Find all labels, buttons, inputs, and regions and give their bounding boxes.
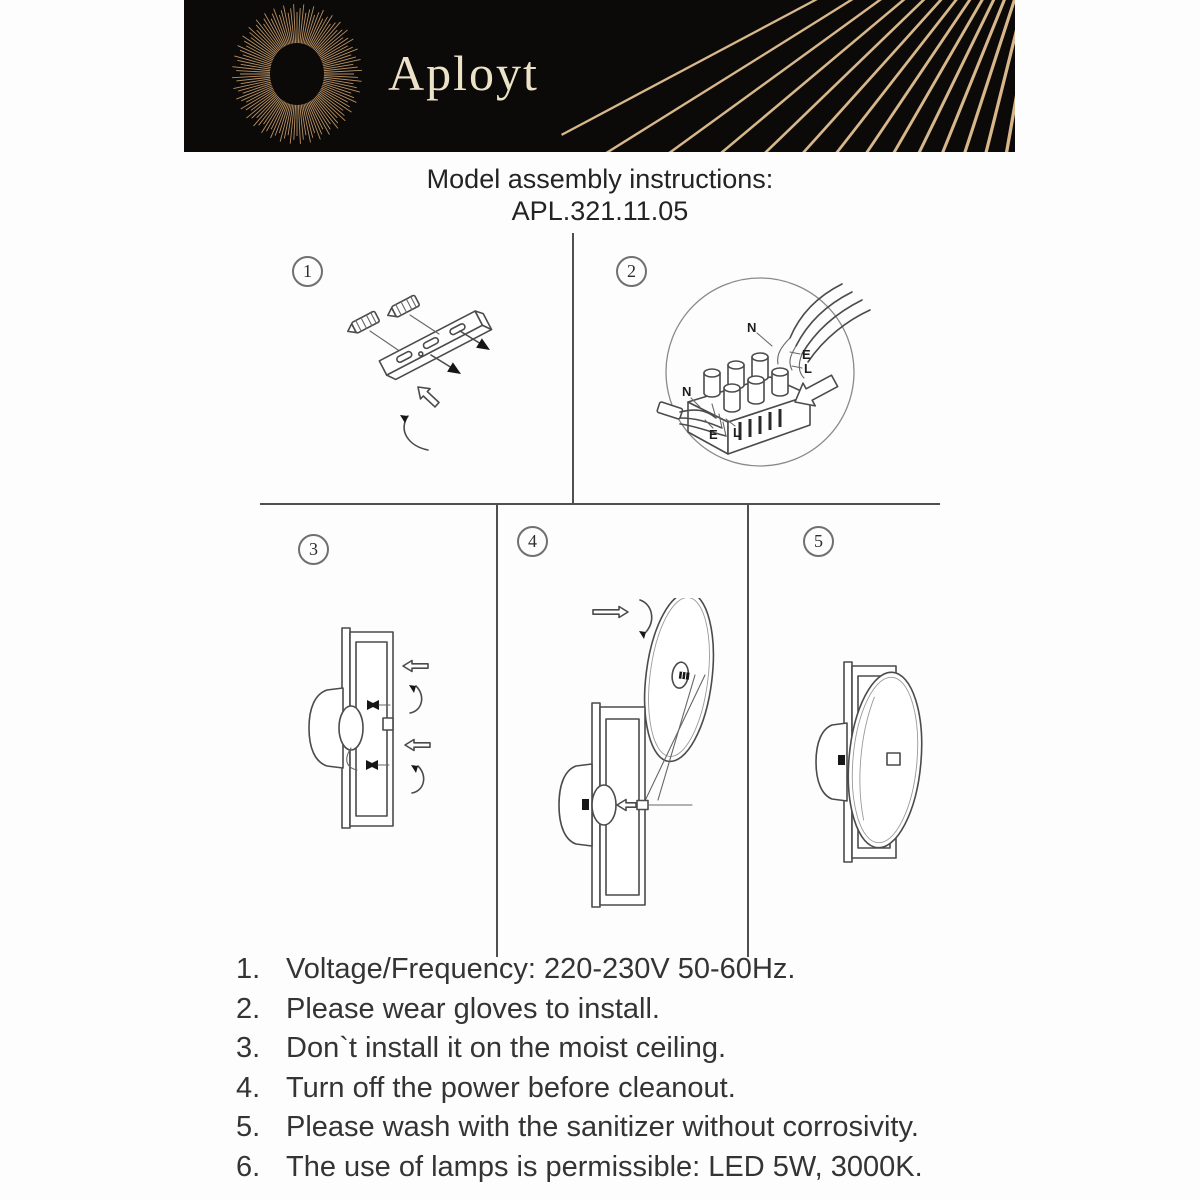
push-arrow-icon xyxy=(403,661,428,672)
step-2-illustration xyxy=(650,262,960,487)
lamp-lens xyxy=(592,785,616,825)
item-number: 3. xyxy=(236,1032,261,1064)
rotate-arrow-icon xyxy=(639,600,652,639)
step-4-badge: 4 xyxy=(517,526,548,557)
alignment-line xyxy=(370,331,398,350)
alignment-line xyxy=(410,315,439,334)
item-number: 6. xyxy=(236,1150,261,1183)
model-number: APL.321.11.05 xyxy=(511,196,689,226)
item-number: 1. xyxy=(236,953,261,985)
list-item xyxy=(236,1069,996,1109)
lamp-lens xyxy=(339,706,363,750)
item-text: Voltage/Frequency: 220-230V 50-60Hz. xyxy=(286,953,796,985)
step-2-badge: 2 xyxy=(616,256,647,287)
item-text: Don`t install it on the moist ceiling. xyxy=(286,1032,727,1064)
list-item xyxy=(236,990,996,1030)
thumb-screw xyxy=(582,799,589,810)
item-number: 4. xyxy=(236,1071,261,1104)
wire-label-n: N xyxy=(747,320,757,335)
rotate-arrow-icon xyxy=(400,415,428,450)
wall-anchor xyxy=(345,311,380,337)
banner-decoration xyxy=(184,0,1015,152)
push-arrow-icon xyxy=(593,607,628,618)
thumb-screw xyxy=(838,755,845,765)
lamp-body-drum xyxy=(309,688,343,768)
divider-bottom-left-vertical xyxy=(496,505,498,957)
list-item xyxy=(236,1029,996,1069)
screw-direction-arrow xyxy=(431,355,461,374)
item-text: The use of lamps is permissible: LED 5W, 3000K. xyxy=(286,1150,923,1183)
list-item xyxy=(236,1108,996,1148)
step-5-illustration xyxy=(790,645,955,880)
decorative-rays-icon xyxy=(562,0,1015,152)
step-5-badge: 5 xyxy=(803,526,834,557)
center-knob xyxy=(887,753,900,765)
wire-label-l: L xyxy=(804,361,812,376)
brand-wordmark: Aployt xyxy=(388,45,539,102)
divider-horizontal xyxy=(260,503,940,505)
step-4-illustration xyxy=(540,598,765,923)
item-number: 2. xyxy=(236,992,261,1025)
center-knob xyxy=(637,801,648,810)
wall-anchor xyxy=(385,295,420,321)
step-3-illustration xyxy=(295,608,480,868)
mounting-bracket xyxy=(379,308,491,382)
direction-arrow-icon xyxy=(795,375,838,406)
list-item xyxy=(236,1148,996,1188)
step-3-badge: 3 xyxy=(298,534,329,565)
step-1-illustration xyxy=(290,282,590,482)
item-number: 5. xyxy=(236,1111,261,1143)
label-leader xyxy=(757,333,772,346)
ceiling-wires xyxy=(778,284,870,378)
wire-label-e: E xyxy=(709,427,718,442)
starburst-logo-icon xyxy=(232,4,362,144)
list-item xyxy=(236,950,996,990)
item-text: Turn off the power before cleanout. xyxy=(286,1071,736,1104)
title-block xyxy=(0,163,1200,227)
rotate-arrow-icon xyxy=(409,685,422,713)
wire-label-n: N xyxy=(682,384,692,399)
disc-diffuser xyxy=(636,598,722,765)
wire-label-e: E xyxy=(802,347,811,362)
push-arrow-icon xyxy=(405,740,430,751)
item-text: Please wear gloves to install. xyxy=(286,992,660,1025)
rotate-arrow-icon xyxy=(411,765,424,793)
brand-banner xyxy=(184,0,1015,152)
frame-tab xyxy=(383,718,393,730)
page-title: Model assembly instructions: xyxy=(426,164,774,194)
label-leader xyxy=(792,366,802,368)
item-text: Please wash with the sanitizer without corrosivity. xyxy=(286,1111,919,1143)
wire-label-l: L xyxy=(733,425,741,440)
insert-arrow-icon xyxy=(418,387,439,407)
step-1-badge: 1 xyxy=(292,256,323,287)
instruction-list xyxy=(236,950,996,1187)
